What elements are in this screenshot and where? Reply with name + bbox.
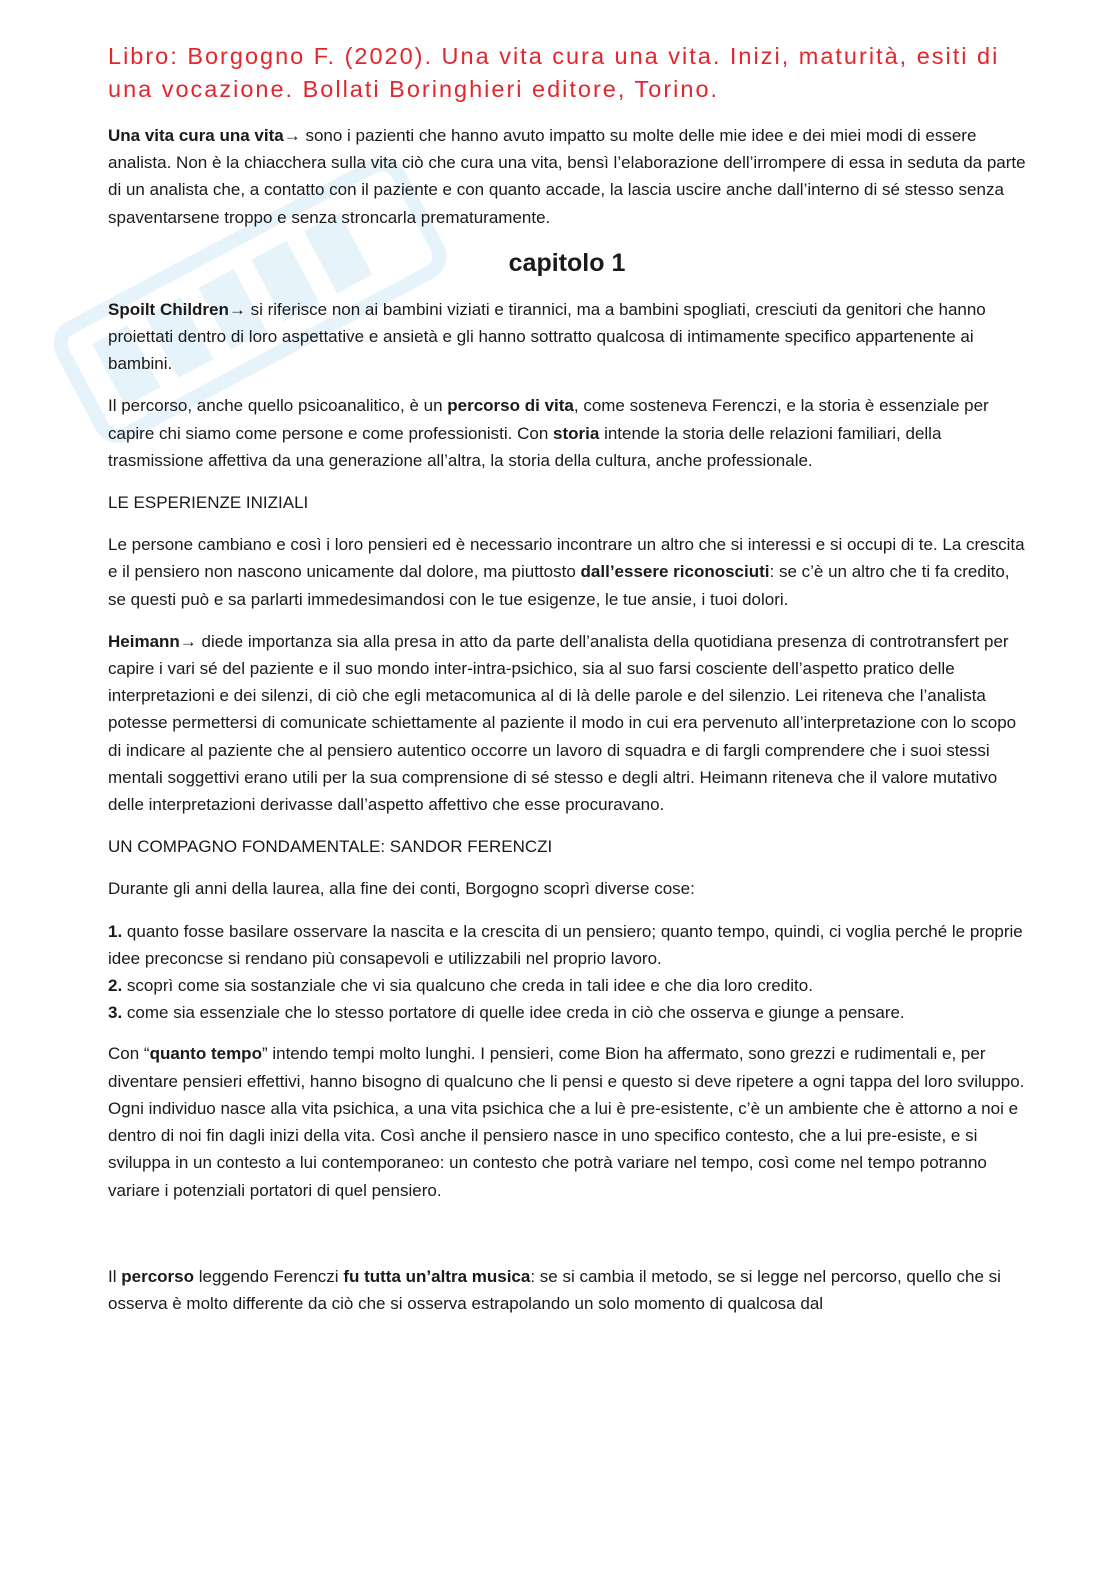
- durante-paragraph: Durante gli anni della laurea, alla fine dei conti, Borgogno scoprì diverse cose:: [108, 879, 695, 899]
- bold-run: fu tutta un’altra musica: [343, 1266, 531, 1286]
- bold-run: storia: [553, 423, 600, 443]
- list-item: [108, 972, 1026, 999]
- chapter-heading: capitolo 1: [508, 248, 626, 277]
- section-heading-esperienze: LE ESPERIENZE INIZIALI: [108, 493, 309, 513]
- text-run: Il: [108, 1266, 122, 1286]
- bold-run: percorso: [121, 1266, 194, 1286]
- intro-paragraph: [108, 122, 1026, 231]
- text-run: , come sosteneva Ferenczi, e la storia è essenziale per capire chi siamo come persone e come professionisti. Con: [108, 396, 989, 443]
- bold-run: dall’essere riconosciuti: [580, 562, 770, 582]
- percorso-paragraph: [108, 392, 1026, 474]
- spoilt-term: Spoilt Children: [108, 299, 229, 319]
- quanto-paragraph: [108, 1040, 1026, 1203]
- intro-term: Una vita cura una vita: [108, 126, 284, 145]
- ferenczi-paragraph: [108, 1263, 1026, 1317]
- text-run: leggendo Ferenczi: [193, 1266, 344, 1286]
- list-item: [108, 999, 1026, 1026]
- heimann-paragraph: [108, 628, 1026, 818]
- text-run: : se c’è un altro che ti fa credito, se questi può e sa parlarti immedesimandosi con le tue esigenze, le tue ansie, i tuoi dolori.: [108, 562, 1010, 609]
- document-title: Libro: Borgogno F. (2020). Una vita cura una vita. Inizi, maturità, esiti di una vocazione. Bollati Boringhieri editore, Torino.: [108, 43, 1000, 102]
- spoilt-paragraph: [108, 296, 1026, 378]
- persone-paragraph: [108, 531, 1026, 613]
- list-text: scoprì come sia sostanziale che vi sia qualcuno che creda in tali idee e che dia loro credito.: [122, 976, 813, 996]
- list-item: [108, 918, 1026, 972]
- list-text: quanto fosse basilare osservare la nascita e la crescita di un pensiero; quanto tempo, quindi, ci voglia perché le proprie idee preconcse si rendano più consapevoli e utilizzabili nel proprio lavoro.: [108, 921, 1023, 968]
- bold-run: quanto tempo: [149, 1044, 262, 1064]
- numbered-list: [108, 918, 1026, 1027]
- intro-text: sono i pazienti che hanno avuto impatto su molte delle mie idee e dei miei modi di essere analista. Non è la chiacchera sulla vita ciò che cura una vita, bensì l’elaborazione dell’irrompere di essa in seduta da parte di un analista che, a contatto con il paziente e con quanto accade, la lascia uscire anche dall’interno di sé stesso senza spaventarsene troppo e senza stroncarla prematuramente.: [108, 126, 1026, 227]
- text-run: Con “: [108, 1044, 150, 1064]
- list-number: 2.: [108, 976, 123, 996]
- bold-run: percorso di vita: [447, 396, 574, 416]
- text-run: intende la storia delle relazioni familiari, della trasmissione affettiva da una generazione all’altra, la storia della cultura, anche professionale.: [108, 423, 942, 470]
- arrow-icon: →: [228, 299, 246, 319]
- document-page: [108, 40, 1026, 1332]
- arrow-icon: →: [179, 631, 197, 651]
- text-run: ” intendo tempi molto lunghi. I pensieri, come Bion ha affermato, sono grezzi e rudimentali e, per diventare pensieri effettivi, hanno bisogno di qualcuno che li pensi e questo si deve ripetere a ogni tappa del loro sviluppo. Ogni individuo nasce alla vita psichica, a una vita psichica che a lui è pre-esistente, c’è un ambiente che è attorno a noi e dentro di noi fin dagli inizi della vita. Così anche il pensiero nasce in uno specifico contesto, che a lui pre-esiste, e si sviluppa in un contesto a lui contemporaneo: un contesto che potrà variare nel tempo, così come nel tempo potranno variare i potenziali portatori di quel pensiero.: [108, 1044, 1025, 1200]
- text-run: Le persone cambiano e così i loro pensieri ed è necessario incontrare un altro che si interessi e si occupi di te. La crescita e il pensiero non nascono unicamente dal dolore, ma piuttosto: [108, 535, 1025, 582]
- heimann-term: Heimann: [108, 631, 180, 651]
- list-number: 3.: [108, 1003, 123, 1023]
- heimann-text: diede importanza sia alla presa in atto da parte dell’analista della quotidiana presenza di controtransfert per capire i vari sé del paziente e il suo mondo inter-intra-psichico, sia al suo farsi cosciente dell’aspetto pratico delle interpretazioni e dei silenzi, di ciò che egli metacomunica al di là delle parole e del silenzio. Lei riteneva che l’analista potesse permettersi di comunicate schiettamente al paziente il modo in cui era pervenuto all’interpretazione con lo scopo di indicare al paziente che al pensiero autentico occorre un lavoro di squadra e di fargli comprendere che i suoi stessi mentali soggettivi erano utili per la sua comprensione di sé stesso e degli altri. Heimann riteneva che il valore mutativo delle interpretazioni derivasse dall’aspetto affettivo che esse procuravano.: [108, 631, 1017, 815]
- text-run: Il percorso, anche quello psicoanalitico, è un: [108, 396, 448, 416]
- spoilt-text: si riferisce non ai bambini viziati e tirannici, ma a bambini spogliati, cresciuti da genitori che hanno proiettati dentro di loro aspettative e ansietà e gli hanno sottratto qualcosa di intimamente specifico appartenente ai bambini.: [108, 299, 986, 374]
- blank-space: [108, 1219, 1026, 1263]
- section-heading-ferenczi: UN COMPAGNO FONDAMENTALE: SANDOR FERENCZI: [108, 837, 553, 857]
- list-number: 1.: [108, 921, 123, 941]
- list-text: come sia essenziale che lo stesso portatore di quelle idee creda in ciò che osserva e giunge a pensare.: [122, 1003, 905, 1023]
- text-run: : se si cambia il metodo, se si legge nel percorso, quello che si osserva è molto differente da ciò che si osserva estrapolando un solo momento di qualcosa dal: [108, 1266, 1001, 1313]
- arrow-icon: →: [283, 126, 301, 145]
